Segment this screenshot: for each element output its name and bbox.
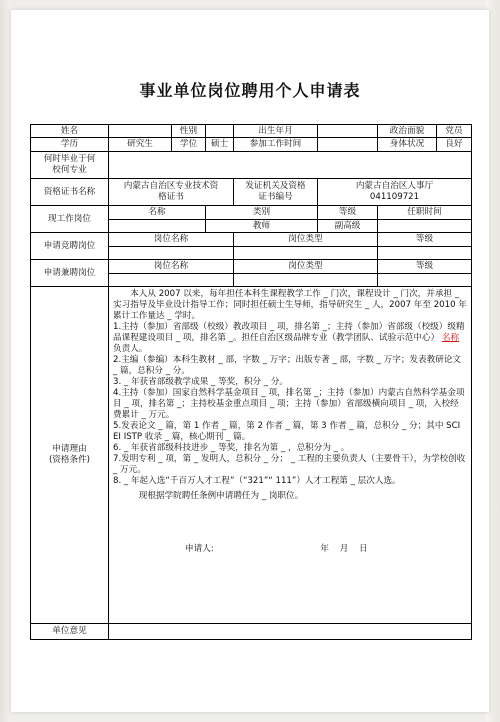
document-page	[11, 10, 489, 712]
label-graduation-line2: 校何专业	[52, 165, 87, 175]
row-certificate	[31, 179, 472, 206]
concurrent-post-header-type: 岗位类型	[234, 260, 378, 274]
row-reason	[31, 287, 472, 624]
label-unit-opinion: 单位意见	[31, 624, 109, 640]
page-shadow-left	[0, 0, 11, 722]
reason-item-4: 4.主持（参加）国家自然科学基金项目 _ 项，排名第 _；主持（参加）内蒙古自然科学基金项目 _ 项，排名第 _；主持校基金重点项目 _ 项；主持（参加）省部级横向项目 _ 项，入校经费累计 _ 万元。	[113, 388, 465, 420]
value-unit-opinion[interactable]	[109, 624, 472, 640]
reason-closing: 现根据学院聘任条例申请聘任为 _ 岗职位。	[138, 491, 304, 501]
apply-post-header-name: 岗位名称	[109, 233, 234, 247]
label-degree: 学位	[172, 138, 206, 152]
reason-item-1	[113, 322, 467, 355]
value-work-start[interactable]	[318, 138, 378, 152]
apply-post-type[interactable]	[234, 247, 378, 260]
value-cert-org[interactable]	[318, 179, 472, 206]
concurrent-post-name[interactable]	[109, 274, 234, 287]
reason-item-1-text: 1.主持（参加）省部级（校级）教改项目 _ 项，排名第 _；主持（参加）省部级（校级）级精品课程建设项目 _ 项，排名第 _。担任自治区级品牌专业（教学团队、试验示范中心）	[113, 322, 465, 343]
label-gender: 性别	[172, 125, 206, 138]
label-education: 学历	[31, 138, 109, 152]
row-basic-2	[31, 138, 472, 152]
label-cert-org	[234, 179, 318, 206]
apply-post-header-grade: 等级	[378, 233, 472, 247]
label-health: 身体状况	[378, 138, 437, 152]
label-graduation	[31, 152, 109, 179]
value-education[interactable]: 研究生	[109, 138, 172, 152]
label-concurrent-post: 申请兼聘岗位	[31, 260, 109, 287]
label-reason	[31, 287, 109, 624]
reason-item-5: 5.发表论文 _ 篇，第 1 作者 _ 篇，第 2 作者 _ 篇，第 3 作者 _ 篇，总积分 _ 分；其中 SCI EI ISTP 收录 _ 篇，核心期刊 _ 篇。	[113, 421, 461, 442]
value-cert-name-line1: 内蒙古自治区专业技术资	[123, 181, 219, 191]
row-unit-opinion	[31, 624, 472, 640]
label-cert-org-line2: 证书编号	[258, 192, 293, 202]
concurrent-post-header-name: 岗位名称	[109, 260, 234, 274]
reason-item-2: 2.主编（参编）本科生教材 _ 部，字数 _ 万字；出版专著 _ 部，字数 _ 万字；发表教研论文 _ 篇，总积分 _ 分。	[113, 355, 462, 376]
label-political: 政治面貌	[378, 125, 437, 138]
reason-signature-line	[113, 544, 467, 555]
value-health[interactable]: 良好	[437, 138, 472, 152]
label-apply-post: 申请竞聘岗位	[31, 233, 109, 260]
label-name: 姓名	[31, 125, 109, 138]
value-birth[interactable]	[318, 125, 378, 138]
current-post-header-time: 任职时间	[378, 206, 472, 220]
page-title: 事业单位岗位聘用个人申请表	[139, 81, 361, 100]
label-birth: 出生年月	[234, 125, 318, 138]
value-name[interactable]	[109, 125, 172, 138]
current-post-name[interactable]	[109, 220, 206, 233]
row-concurrent-post-header	[31, 260, 472, 274]
current-post-header-type: 类别	[206, 206, 318, 220]
label-graduation-line1: 何时毕业于何	[43, 154, 96, 164]
label-reason-line1: 申请理由	[52, 444, 87, 454]
label-current-post: 现工作岗位	[31, 206, 109, 233]
current-post-header-grade: 等级	[318, 206, 378, 220]
row-basic-1	[31, 125, 472, 138]
reason-item-3: 3. _ 年获省部级教学成果 _ 等奖，积分 _ 分。	[113, 377, 288, 387]
current-post-type[interactable]: 教师	[206, 220, 318, 233]
label-work-start: 参加工作时间	[234, 138, 318, 152]
value-graduation[interactable]	[109, 152, 472, 179]
row-apply-post-header	[31, 233, 472, 247]
apply-post-name[interactable]	[109, 247, 234, 260]
apply-post-grade[interactable]	[378, 247, 472, 260]
label-cert-org-line1: 发证机关及资格	[245, 181, 306, 191]
reason-item-8: 8. _ 年起入选“千百万人才工程”（“321”“ 111”）人才工程第 _ 层次人选。	[113, 476, 401, 486]
reason-item-7: 7.发明专利 _ 项，第 _ 发明人，总积分 _ 分； _ 工程的主要负责人（主要骨干），为学校创收 _ 万元。	[113, 454, 466, 475]
concurrent-post-type[interactable]	[234, 274, 378, 287]
reason-item-6: 6. _ 年获省部级科技进步 _ 等奖，排名为第 _ ，总积分为 _ 。	[113, 443, 350, 453]
applicant-label: 申请人:	[185, 544, 214, 554]
label-cert-name: 资格证书名称	[31, 179, 109, 206]
reason-item-1-placeholder: 名称	[441, 333, 460, 343]
concurrent-post-grade[interactable]	[378, 274, 472, 287]
label-reason-line2: (资格条件)	[48, 455, 91, 465]
value-degree[interactable]: 硕士	[206, 138, 234, 152]
concurrent-post-header-grade: 等级	[378, 260, 472, 274]
current-post-time[interactable]	[378, 220, 472, 233]
value-cert-org-line2: 041109721	[369, 192, 420, 202]
value-cert-name-line2: 格证书	[158, 192, 184, 202]
value-cert-org-line1: 内蒙古自治区人事厅	[355, 181, 434, 191]
application-form-table	[30, 124, 472, 640]
row-graduation	[31, 152, 472, 179]
date-label: 年 月 日	[320, 544, 368, 554]
current-post-header-name: 名称	[109, 206, 206, 220]
reason-content[interactable]	[109, 287, 472, 624]
reason-item-1-tail: 负责人。	[113, 344, 148, 354]
value-gender[interactable]	[206, 125, 234, 138]
value-cert-name[interactable]	[109, 179, 234, 206]
value-political[interactable]: 党员	[437, 125, 472, 138]
current-post-grade[interactable]: 副高级	[318, 220, 378, 233]
apply-post-header-type: 岗位类型	[234, 233, 378, 247]
row-current-post-header	[31, 206, 472, 220]
reason-intro: 本人从 2007 以来，每年担任本科生课程教学工作 _ 门次，课程设计 _ 门次，并承担 _ 实习指导及毕业设计指导工作；同时担任硕士生导师，指导研究生 _ 人，2007 年至 2010 年累计工作量达 _ 学时。	[113, 289, 467, 321]
